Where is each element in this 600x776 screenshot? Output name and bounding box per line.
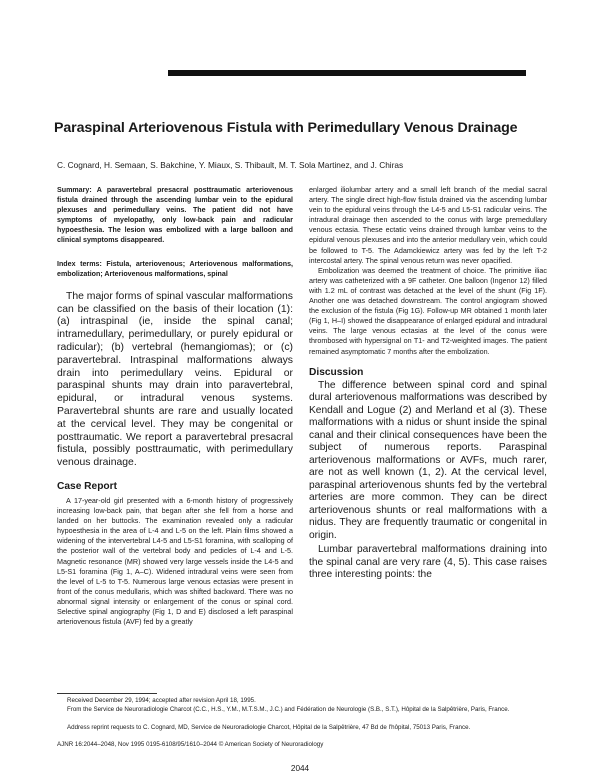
summary-abstract: Summary: A paravertebral presacral posttraumatic arteriovenous fistula drained through the ascending lumbar vein to the epidural plexuses and perimedullary veins. The patient did not have symptoms of myelopathy, only low-back pain and radicular hypoesthesia. The lesion was embolized with a large balloon and clinical symptoms disappeared. — [57, 186, 293, 245]
journal-citation: AJNR 16:2044–2048, Nov 1995 0195-6108/95/1610–2044 © American Society of Neuroradiology — [57, 741, 324, 748]
affiliation-note: From the Service de Neuroradiologie Charcot (C.C., H.S., Y.M., M.T.S.M., J.C.) and Fédération de Neurologie (S.B., S.T.), Hôpital de la Salpêtrière, Paris, France. — [67, 706, 510, 713]
footnote-divider — [57, 693, 157, 694]
discussion-paragraph-1: The difference between spinal cord and spinal dural arteriovenous malformations was described by Kendall and Logue (2) and Merland et al (3). These malformations with a nidus or shunt inside the spinal canal and their clinical consequences have been the subject of numerous reports. Paraspinal arteriovenous malformations or AVFs, much rarer, are not as well known (1, 2). At the cervical level, paraspinal arteriovenous shunts fed by the vertebral arteries are more common. They can be direct arteriovenous shunts or real malformations with a nidus. They are frequently traumatic or congenital in origin. — [309, 379, 547, 541]
header-rule — [168, 70, 526, 76]
index-terms: Index terms: Fistula, arteriovenous; Arteriovenous malformations, embolization; Arteriovenous malformations, spinal — [57, 259, 293, 278]
case-report-heading: Case Report — [57, 480, 118, 492]
introduction-paragraph: The major forms of spinal vascular malformations can be classified on the basis of their location (1): (a) intraspinal (ie, inside the spinal canal; intramedullary, perimedullary, or purely epidural or radicular); (b) vertebral (hemangiomas); or (c) paravertebral. Intraspinal malformations always drain into perimedullary veins. Epidural or paraspinal shunts may drain into paravertebral, epidural, or intradural venous systems. Paravertebral shunts are rare and usually located at the cervical level. They may be congenital or posttraumatic. We report a paravertebral presacral fistula, possibly posttraumatic, with perimedullary venous drainage. — [57, 290, 293, 469]
right-column — [309, 185, 547, 582]
case-report-continued-paragraph: enlarged iliolumbar artery and a small left branch of the medial sacral artery. The single direct high-flow fistula drained via the ascending lumbar vein to the epidural veins through the L4-5 and L5-S1 radicular veins. The intradural drainage then ascended to the conus with large premedullary venous ectasia. These ectatic veins drained through lumbar veins to the epidural venous plexuses and into the anterior medullary vein, which could be followed to T-5. The Adamckiewicz artery was fed by the left T-2 intercostal artery. The spinal venous return was never opacified. — [309, 185, 547, 265]
page-number: 2044 — [290, 764, 310, 773]
received-note: Received December 29, 1994; accepted after revision April 18, 1995. — [67, 697, 256, 704]
case-report-paragraph: A 17-year-old girl presented with a 6-month history of progressively increasing low-back pain, that began after she fell from a horse and landed on her buttocks. The examination revealed only a radicular hypoesthesia in the area of L-4 and L-5 on the left. Plain films showed a widening of the intervertebral L4-5 and L5-S1 foramina, with scalloping of the posterior wall of the vertebral body and pedicles of L-4 and L-5. Magnetic resonance (MR) showed very large vessels inside the L4-5 and L5-S1 foramina (Fig 1, A–C). Widened intradural veins were seen from the level of L-5 to T-5. Numerous large venous ectasias were present in front of the conus medullaris, which was shifted backward. There was no abnormal signal intensity or enlargement of the conus or spinal cord. Selective spinal angiography (Fig 1, D and E) disclosed a left paraspinal arteriovenous fistula (AVF) fed by a greatly — [57, 496, 293, 627]
author-list: C. Cognard, H. Semaan, S. Bakchine, Y. Miaux, S. Thibault, M. T. Sola Martinez, and J. Chiras — [57, 160, 404, 170]
article-title: Paraspinal Arteriovenous Fistula with Perimedullary Venous Drainage — [54, 120, 518, 136]
discussion-heading: Discussion — [309, 366, 364, 378]
reprint-note: Address reprint requests to C. Cognard, MD, Service de Neuroradiologie Charcot, Hôpital de la Salpêtrière, 47 Bd de l'hôpital, 75013 Paris, France. — [67, 724, 471, 731]
left-column — [57, 185, 293, 627]
discussion-paragraph-2: Lumbar paravertebral malformations draining into the spinal canal are very rare (4, 5). This case raises three interesting points: the — [309, 544, 547, 581]
embolization-paragraph: Embolization was deemed the treatment of choice. The primitive iliac artery was catheterized with a 9F catheter. One balloon (Ingenor 12) filled with 1.2 mL of contrast was detached at the level of the shunt (Fig 1F). Another one was detached downstream. The control angiogram showed the exclusion of the fistula (Fig 1G). Follow-up MR obtained 1 month later (Fig 1, H–I) showed the disappearance of enlarged epidural and intradural veins. The large venous ectasias at the level of the conus were thrombosed with hypersignal on T1- and T2-weighted images. The patient remained asymptomatic 7 months after the embolization. — [309, 265, 547, 356]
